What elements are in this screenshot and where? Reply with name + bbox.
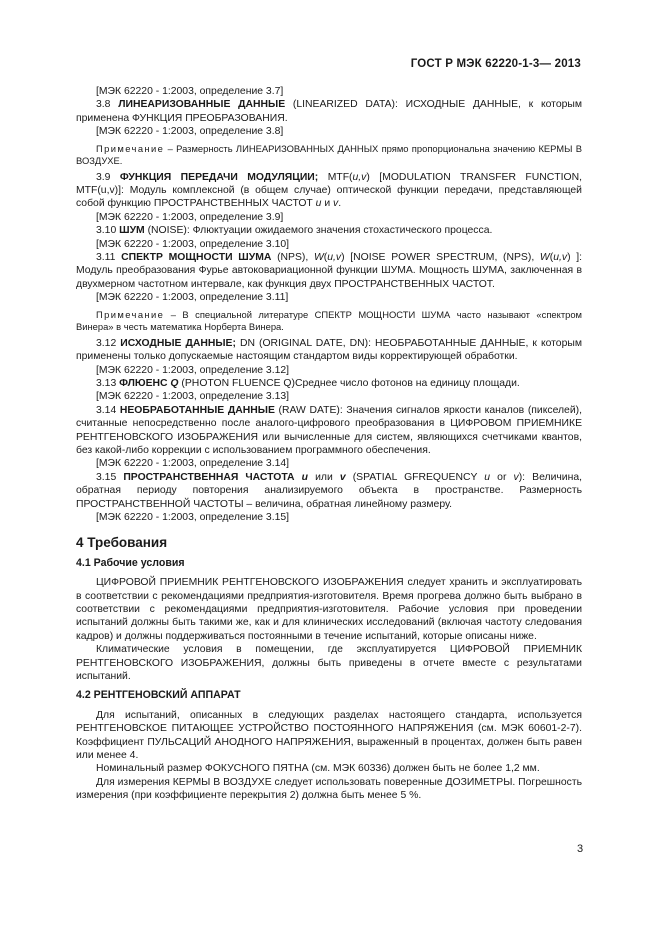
reference-3-7: [МЭК 62220 - 1:2003, определение 3.7] — [96, 86, 284, 97]
document-code-header: ГОСТ Р МЭК 62220-1-3— 2013 — [410, 58, 581, 70]
term-3-12: ИСХОДНЫЕ ДАННЫЕ; — [120, 337, 236, 349]
definition-3-14: 3.14 НЕОБРАБОТАННЫЕ ДАННЫЕ (RAW DATE): Значения сигналов яркости каналов (пикселей), считанные непосредственно после аналого-цифрового преобразования в ЦИФРОВОМ ПРИЕМНИКЕ РЕНТГЕНОВСКОГО ИЗОБРАЖЕНИЯ или вычисленные для систем, являющихся счетчиками квантов, без какой-либо коррекции с использованием программного обеспечения. — [76, 404, 582, 456]
reference-3-12: [МЭК 62220 - 1:2003, определение 3.12] — [96, 364, 290, 376]
reference-3-10: [МЭК 62220 - 1:2003, определение 3.10] — [96, 238, 290, 250]
section-4-heading: 4 Требования — [76, 535, 168, 551]
definition-3-9: 3.9 ФУНКЦИЯ ПЕРЕДАЧИ МОДУЛЯЦИИ; MTF(u,v) [MODULATION TRANSFER FUNCTION, MTF(u,v)]: Модуль комплексной (в общем случае) оптической функции передачи, представляющей собой функцию ПРОСТРАНСТВЕННЫХ ЧАСТОТ u и v. — [76, 171, 582, 210]
definition-3-10: 3.10 ШУМ (NOISE): Флюктуации ожидаемого значения стохастического процесса. — [96, 225, 493, 237]
term-3-11: СПЕКТР МОЩНОСТИ ШУМА — [121, 252, 272, 264]
reference-3-8: [МЭК 62220 - 1:2003, определение 3.8] — [96, 126, 284, 138]
term-3-10: ШУМ — [119, 225, 145, 237]
reference-3-14: [МЭК 62220 - 1:2003, определение 3.14] — [96, 458, 290, 470]
paragraph-4-2-3: Для измерения КЕРМЫ В ВОЗДУХЕ следует использовать поверенные ДОЗИМЕТРЫ. Погрешность измерения (при коэффициенте перекрытия 2) должна быть менее 5 %. — [76, 776, 582, 802]
definition-3-8: 3.8 ЛИНЕАРИЗОВАННЫЕ ДАННЫЕ (LINEARIZED DATA): ИСХОДНЫЕ ДАННЫЕ, к которым применена ФУНКЦИЯ ПРЕОБРАЗОВАНИЯ. — [76, 99, 582, 124]
term-3-15: ПРОСТРАНСТВЕННАЯ ЧАСТОТА — [123, 471, 295, 483]
subsection-4-2-heading: 4.2 РЕНТГЕНОВСКИЙ АППАРАТ — [76, 689, 241, 702]
definition-3-12: 3.12 ИСХОДНЫЕ ДАННЫЕ; DN (ORIGINAL DATE, DN): НЕОБРАБОТАННЫЕ ДАННЫЕ, к которым применены только допускаемые настоящим стандартом виды корректирующей обработки. — [76, 337, 582, 363]
paragraph-4-1-2: Климатические условия в помещении, где эксплуатируется ЦИФРОВОЙ ПРИЕМНИК РЕНТГЕНОВСКОГО ИЗОБРАЖЕНИЯ, должны быть приведены в отчете вместе с результатами испытаний. — [76, 644, 582, 683]
term-3-13: ФЛЮЕНС — [119, 377, 168, 389]
note-3-8: Примечание – Размерность ЛИНЕАРИЗОВАННЫХ ДАННЫХ прямо пропорциональна значению КЕРМЫ В ВОЗДУХЕ. — [76, 142, 582, 167]
reference-3-15: [МЭК 62220 - 1:2003, определение 3.15] — [96, 511, 290, 523]
definition-3-11: 3.11 СПЕКТР МОЩНОСТИ ШУМА (NPS), W(u,v) [NOISE POWER SPECTRUM, (NPS), W(u,v) ]: Модуль преобразования Фурье автоковариационной функции ШУМА. Мощность ШУМА, заключенная в двухмерном частотном интервале, как функция двух ПРОСТРАНСТВЕННЫХ ЧАСТОТ. — [76, 252, 582, 290]
term-3-8: ЛИНЕАРИЗОВАННЫЕ ДАННЫЕ — [118, 99, 286, 111]
term-3-9: ФУНКЦИЯ ПЕРЕДАЧИ МОДУЛЯЦИИ; — [119, 171, 319, 183]
paragraph-4-1-1: ЦИФРОВОЙ ПРИЕМНИК РЕНТГЕНОВСКОГО ИЗОБРАЖЕНИЯ следует хранить и эксплуатировать в соответствии с рекомендациями предприятия-изготовителя. Время прогрева должно быть выбрано в соответствии с рекомендациями предприятия-изготовителя. Рабочие условия при проведении испытаний должны быть такими же, как и для клинических исследований (включая частоту следования кадров) и должны поддерживаться постоянными в течение испытаний, которые описаны ниже. — [76, 577, 582, 642]
definition-3-13: 3.13 ФЛЮЕНС Q (PHOTON FLUENCE Q)Среднее число фотонов на единицу площади. — [96, 377, 520, 389]
page-body — [76, 85, 582, 803]
definition-3-15: 3.15 ПРОСТРАНСТВЕННАЯ ЧАСТОТА u или v (SPATIAL GFREQUENCY u or v): Величина, обратная периоду повторения анализируемого объекта в пространстве. Размерность ПРОСТРАНСТВЕННОЙ ЧАСТОТЫ – величина, обратная линейному размеру. — [76, 471, 582, 510]
term-3-14: НЕОБРАБОТАННЫЕ ДАННЫЕ — [119, 404, 275, 416]
reference-3-13: [МЭК 62220 - 1:2003, определение 3.13] — [96, 391, 290, 403]
paragraph-4-2-2: Номинальный размер ФОКУСНОГО ПЯТНА (см. МЭК 60336) должен быть не более 1,2 мм. — [96, 763, 540, 775]
paragraph-4-2-1: Для испытаний, описанных в следующих разделах настоящего стандарта, используется РЕНТГЕНОВСКОЕ ПИТАЮЩЕЕ УСТРОЙСТВО ПОСТОЯННОГО НАПРЯЖЕНИЯ (см. МЭК 60601-2-7). Коэффициент ПУЛЬСАЦИЙ АНОДНОГО НАПРЯЖЕНИЯ, выраженный в процентах, должен быть равен или менее 4. — [76, 709, 582, 762]
note-3-11: Примечание – В специальной литературе СПЕКТР МОЩНОСТИ ШУМА часто называют «спектром Винера» в честь математика Норберта Винера. — [76, 308, 582, 333]
reference-3-11: [МЭК 62220 - 1:2003, определение 3.11] — [96, 292, 289, 304]
subsection-4-1-heading: 4.1 Рабочие условия — [76, 556, 185, 569]
page-number: 3 — [577, 843, 584, 855]
reference-3-9: [МЭК 62220 - 1:2003, определение 3.9] — [96, 211, 284, 223]
